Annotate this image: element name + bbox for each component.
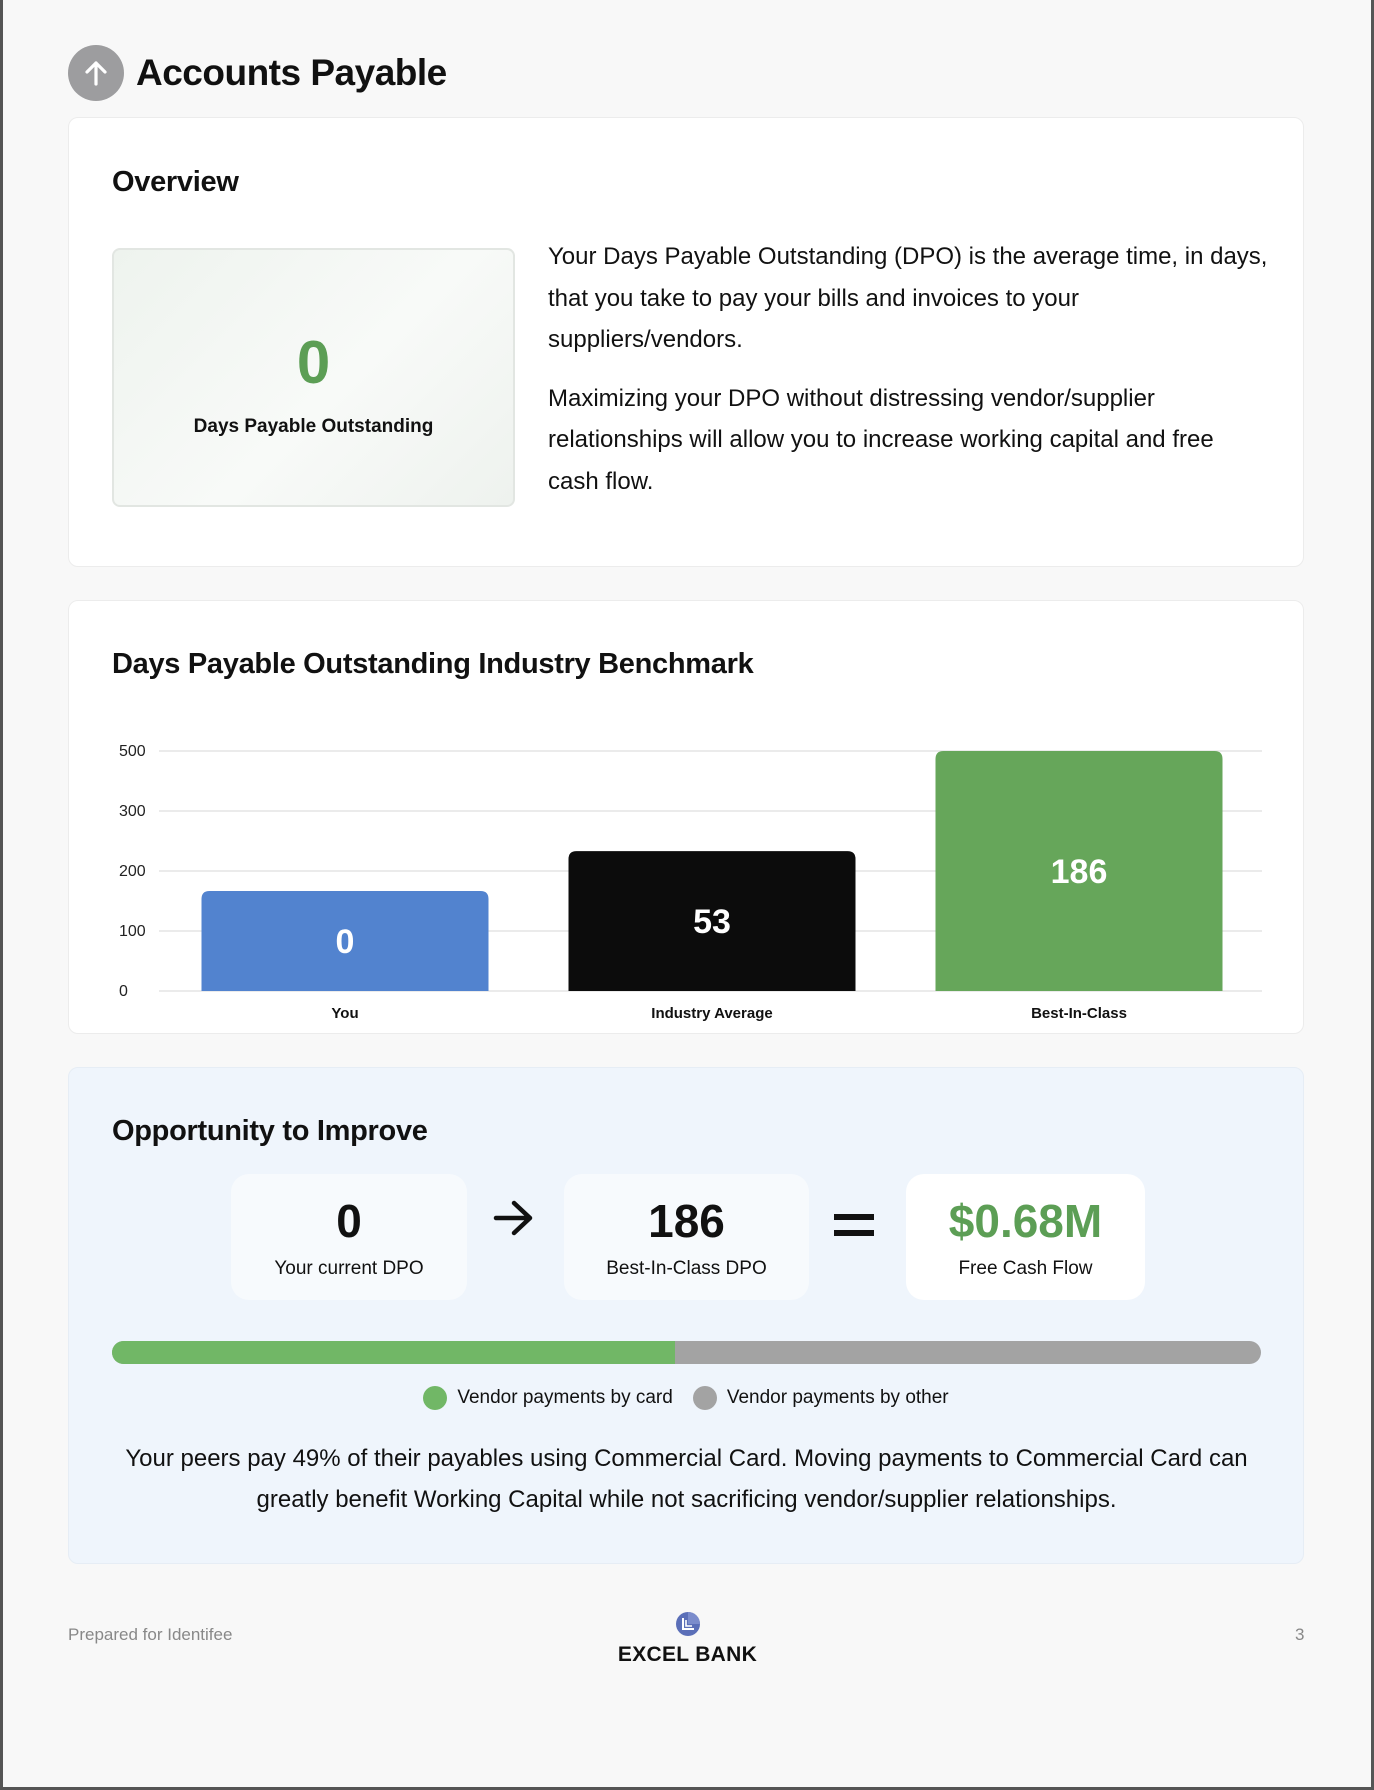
bank-logo-text: EXCEL BANK — [617, 1643, 758, 1666]
legend-label: Vendor payments by card — [457, 1387, 673, 1408]
arrow-right-icon — [492, 1198, 536, 1243]
legend-label: Vendor payments by other — [726, 1387, 949, 1408]
free-cash-flow-value: $0.68M — [948, 1195, 1103, 1247]
legend-item-card — [423, 1386, 672, 1410]
x-category-label: You — [331, 1005, 359, 1022]
page — [3, 0, 1371, 1787]
arrow-up-icon — [68, 45, 124, 101]
equals-icon — [834, 1214, 874, 1246]
opportunity-summary: Your peers pay 49% of their payables using Commercial Card. Moving payments to Commercial Card can greatly benefit Working Capital while not sacrificing vendor/supplier relationships. — [125, 1445, 1248, 1513]
free-cash-flow-label: Free Cash Flow — [958, 1258, 1093, 1279]
legend-dot-icon — [693, 1386, 717, 1410]
bank-logo-icon — [675, 1611, 701, 1637]
legend-dot-icon — [423, 1386, 447, 1410]
benchmark-title: Days Payable Outstanding Industry Benchmark — [112, 648, 754, 680]
opportunity-card — [68, 1067, 1304, 1564]
dpo-value: 0 — [296, 329, 331, 396]
prepared-for-text: Prepared for Identifee — [68, 1625, 233, 1644]
dpo-stat-box — [112, 248, 515, 507]
page-header — [68, 44, 447, 102]
benchmark-bar-chart — [69, 601, 1305, 1035]
y-tick-label: 300 — [119, 803, 146, 820]
best-in-class-dpo-label: Best-In-Class DPO — [606, 1258, 767, 1279]
x-category-label: Best-In-Class — [1031, 1005, 1127, 1022]
x-category-label: Industry Average — [651, 1005, 773, 1022]
current-dpo-label: Your current DPO — [274, 1258, 424, 1279]
bar-value-label: 0 — [335, 923, 355, 961]
overview-title: Overview — [112, 166, 239, 198]
payment-mix-bar — [112, 1341, 1261, 1364]
current-dpo-metric — [231, 1174, 467, 1300]
free-cash-flow-metric — [906, 1174, 1145, 1300]
overview-description — [548, 236, 1268, 519]
current-dpo-value: 0 — [336, 1195, 362, 1247]
y-tick-label: 100 — [119, 923, 146, 940]
bar-value-label: 53 — [693, 903, 731, 942]
opportunity-title: Opportunity to Improve — [112, 1115, 428, 1147]
overview-paragraph: Maximizing your DPO without distressing vendor/supplier relationships will allow you to increase working capital and free cash flow. — [548, 384, 1214, 495]
overview-paragraph: Your Days Payable Outstanding (DPO) is the average time, in days, that you take to pay your bills and invoices to your suppliers/vendors. — [548, 243, 1268, 353]
page-number: 3 — [1295, 1625, 1305, 1644]
y-tick-label: 0 — [119, 983, 128, 1000]
dpo-label: Days Payable Outstanding — [193, 416, 434, 437]
page-title: Accounts Payable — [136, 52, 447, 93]
benchmark-card — [68, 600, 1304, 1034]
y-tick-label: 200 — [119, 863, 146, 880]
y-tick-label: 500 — [119, 743, 146, 760]
legend-item-other — [693, 1386, 949, 1410]
card-payments-fill — [112, 1341, 675, 1364]
payment-mix-legend — [69, 1386, 1303, 1410]
bar-value-label: 186 — [1050, 853, 1108, 891]
best-in-class-dpo-metric — [564, 1174, 809, 1300]
best-in-class-dpo-value: 186 — [648, 1195, 725, 1247]
overview-card — [68, 117, 1304, 567]
bank-logo — [615, 1611, 760, 1667]
